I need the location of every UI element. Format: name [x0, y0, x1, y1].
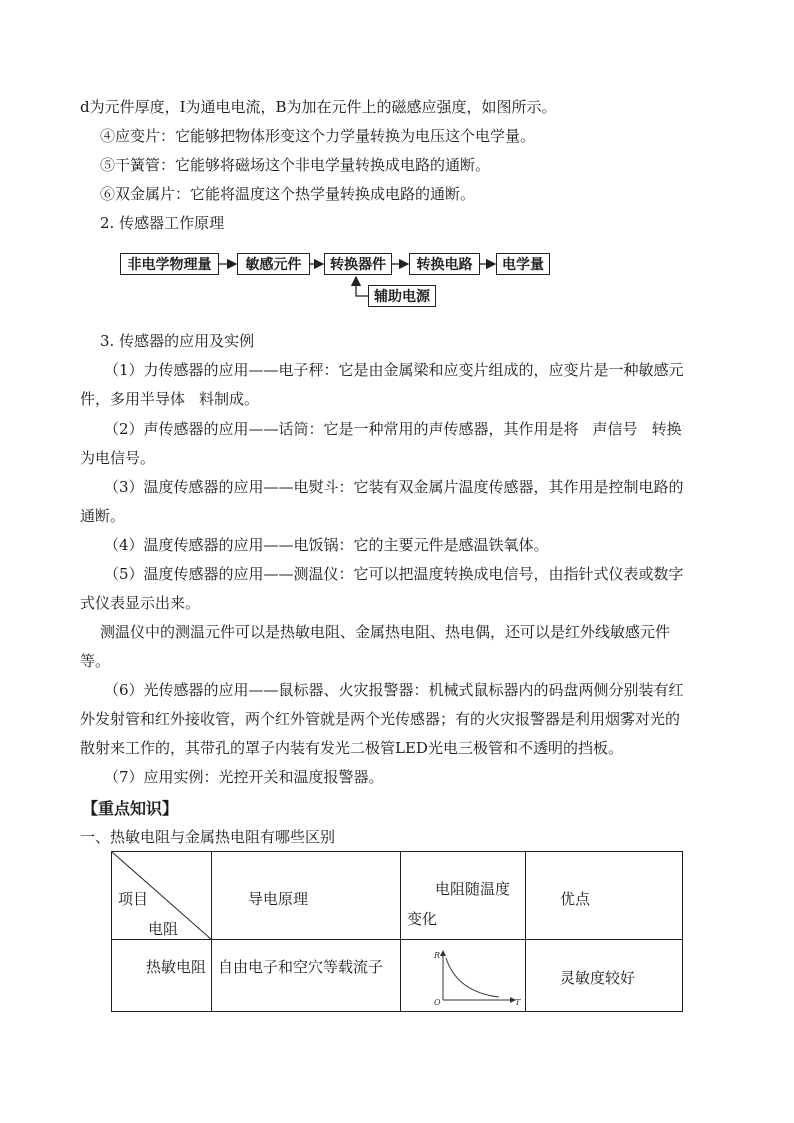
- flow-box-conversion-circuit: 转换电路: [409, 253, 480, 275]
- paragraph-strain-gauge: ④应变片：它能够把物体形变这个力学量转换为电压这个电学量。: [100, 127, 536, 145]
- graph-y-label: R: [434, 951, 441, 960]
- question-1: 一、热敏电阻与金属热电阻有哪些区别: [80, 828, 336, 846]
- flow-box-nonelectrical: 非电学物理量: [120, 253, 219, 275]
- heading-working-principle: 2. 传感器工作原理: [100, 214, 225, 232]
- ntc-curve-graph: [433, 948, 523, 1006]
- table-header-row: [112, 852, 683, 940]
- paragraph-reed-switch: ⑤干簧管：它能够将磁场这个非电学量转换成电路的通断。: [100, 156, 491, 174]
- flow-box-aux-power: 辅助电源: [368, 285, 436, 307]
- para-thermometer-2: 式仪表显示出来。: [80, 594, 201, 612]
- paragraph-bimetal: ⑥双金属片：它能将温度这个热学量转换成电路的通断。: [100, 185, 476, 203]
- header-advantage: 优点: [526, 852, 683, 940]
- para-force-2: 件，多用半导体 料制成。: [80, 390, 260, 408]
- para-iron-1: （3）温度传感器的应用——电熨斗：它装有双金属片温度传感器，其作用是控制电路的: [104, 478, 684, 496]
- para-light-2: 外发射管和红外接收管，两个红外管就是两个光传感器；有的火灾报警器是利用烟雾对光的: [80, 710, 681, 728]
- flow-arrows: [0, 0, 794, 330]
- corner-top-label: 项目: [118, 890, 149, 908]
- flow-box-conversion-device: 转换器件: [324, 253, 392, 275]
- para-sound-1: （2）声传感器的应用——话筒：它是一种常用的声传感器，其作用是将 声信号 转换: [104, 420, 682, 438]
- header-principle: 导电原理: [212, 852, 401, 940]
- corner-bottom-label: 电阻: [148, 920, 179, 938]
- para-force-1: （1）力传感器的应用——电子秤：它是由金属梁和应变片组成的，应变片是一种敏感元: [104, 361, 684, 379]
- heading-key-knowledge: 【重点知识】: [82, 799, 179, 818]
- row-advantage-cell: 灵敏度较好: [526, 940, 683, 1012]
- graph-x-label: T: [515, 998, 521, 1006]
- para-thermometer-1: （5）温度传感器的应用——测温仪：它可以把温度转换成电信号，由指针式仪表或数字: [104, 565, 684, 583]
- para-examples: （7）应用实例：光控开关和温度报警器。: [104, 768, 384, 786]
- flow-box-sensitive-element: 敏感元件: [237, 253, 310, 275]
- flow-box-electrical-quantity: 电学量: [496, 253, 550, 275]
- row-name-cell: 热敏电阻: [112, 940, 212, 1012]
- table-row: [112, 940, 683, 1012]
- para-light-3: 散射来工作的，其带孔的罩子内装有发光二极管LED光电三极管和不透明的挡板。: [80, 739, 623, 757]
- para-light-1: （6）光传感器的应用——鼠标器、火灾报警器：机械式鼠标器内的码盘两侧分别装有红: [104, 681, 684, 699]
- row-graph-cell: [401, 940, 526, 1012]
- comparison-table: [111, 851, 683, 1012]
- para-sound-2: 为电信号。: [80, 449, 156, 467]
- heading-applications: 3. 传感器的应用及实例: [100, 332, 255, 350]
- para-iron-2: 通断。: [80, 507, 126, 525]
- para-ricecooker: （4）温度传感器的应用——电饭锅：它的主要元件是感温铁氧体。: [104, 536, 549, 554]
- para-thermo-elements-1: 测温仪中的测温元件可以是热敏电阻、金属热电阻、热电偶，还可以是红外线敏感元件: [100, 623, 671, 641]
- row-principle-cell: 自由电子和空穴等载流子: [212, 940, 401, 1012]
- corner-cell: [112, 852, 212, 940]
- arrow-aux: [356, 277, 368, 296]
- paragraph-hall-element: d为元件厚度，I为通电电流，B为加在元件上的磁感应强度，如图所示。: [80, 98, 557, 116]
- para-thermo-elements-2: 等。: [80, 652, 111, 670]
- graph-origin-label: O: [434, 998, 441, 1006]
- header-resistance-temp: 电阻随温度变化: [401, 852, 526, 940]
